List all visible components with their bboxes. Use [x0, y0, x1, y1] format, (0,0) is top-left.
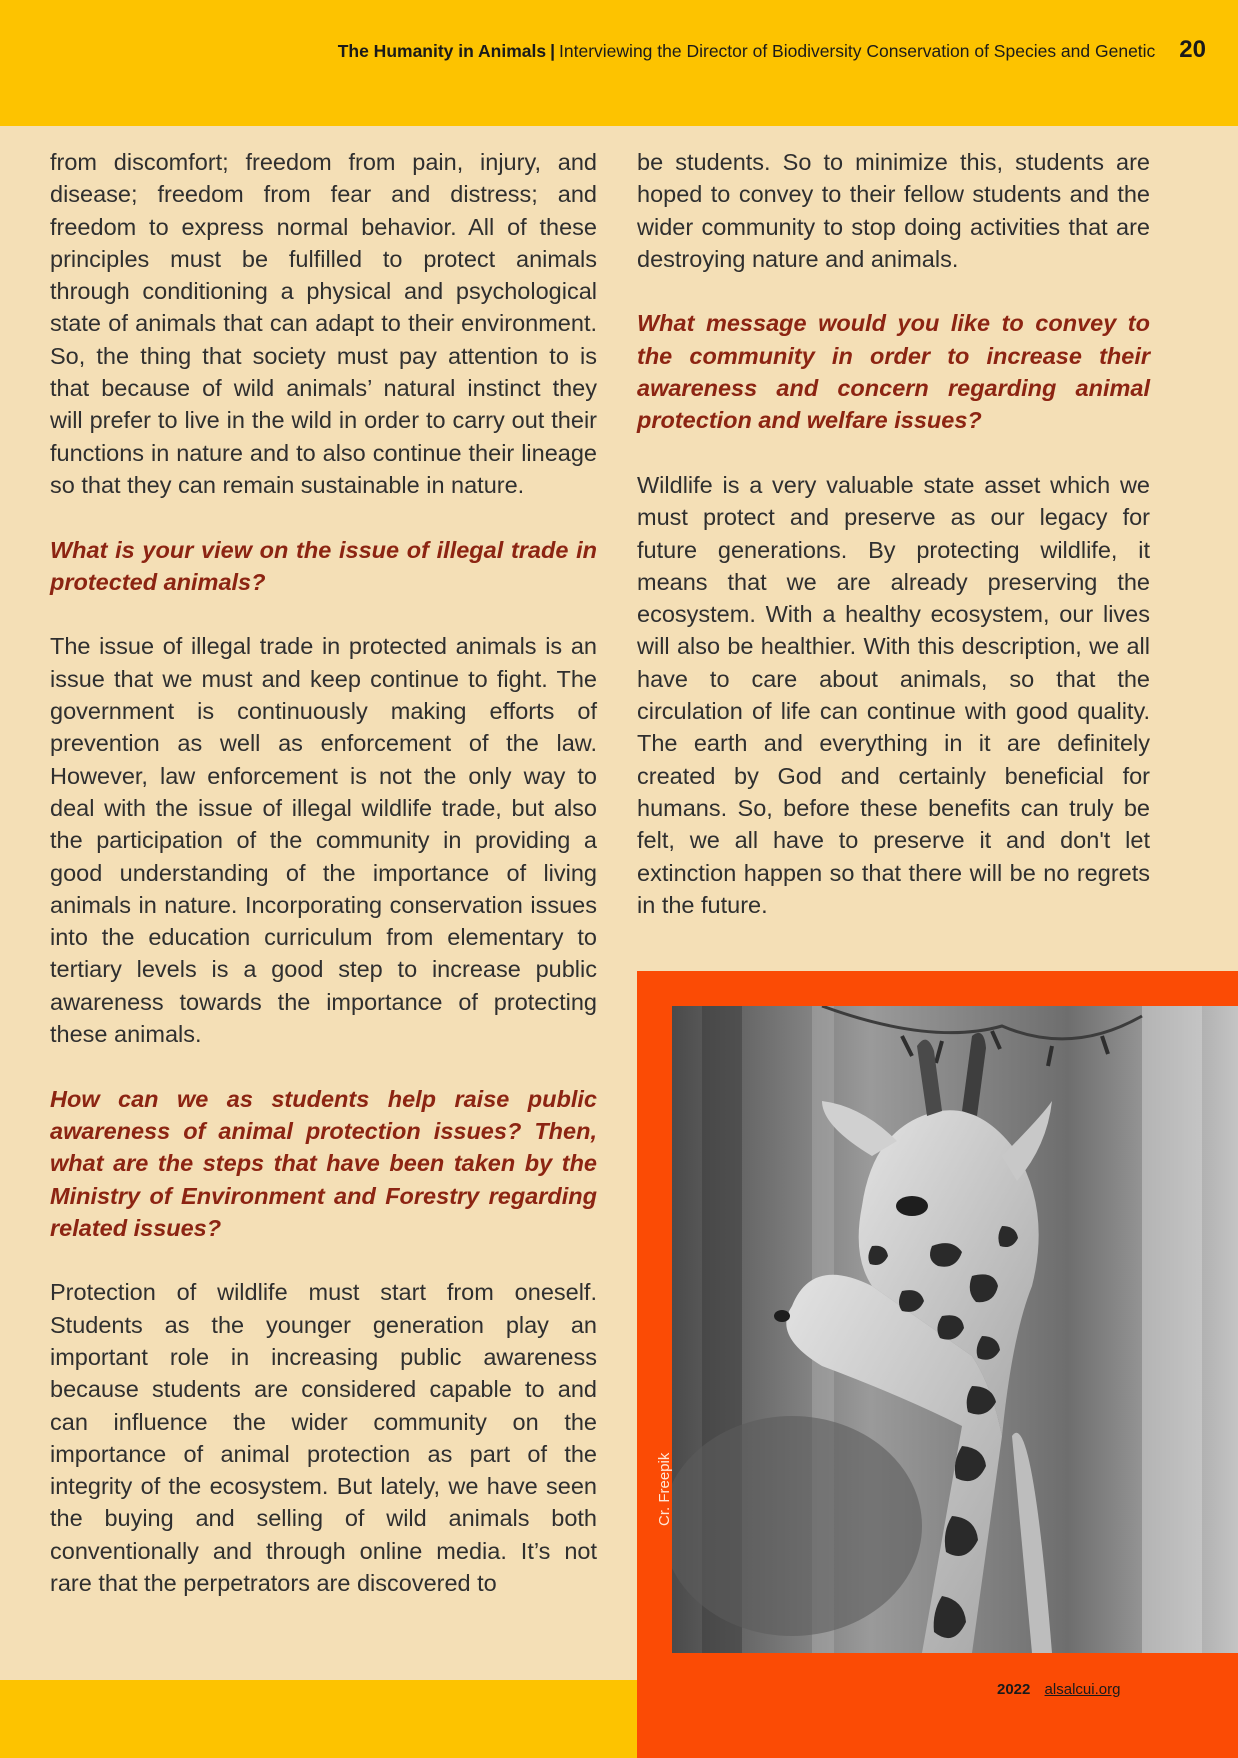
website-link[interactable]: alsalcui.org — [1044, 1681, 1121, 1698]
footer-info — [997, 1681, 1120, 1698]
giraffe-illustration — [672, 1006, 1238, 1653]
photo-panel — [637, 971, 1238, 1758]
body-paragraph: from discomfort; freedom from pain, injury, and disease; freedom from fear and distress; and freedom to express normal behavior. All of these principles must be fulfilled to protect animals through conditioning a physical and psychological state of animals that can adapt to their environment. So, the thing that society must pay attention to is that because of wild animals’ natural instinct they will prefer to live in the wild in order to carry out their functions in nature and to also continue their lineage so that they can remain sustainable in nature. — [50, 149, 597, 498]
article-title: Interviewing the Director of Biodiversity Conservation of Species and Genetic — [559, 41, 1156, 61]
interview-question: What is your view on the issue of illegal trade in protected animals? — [50, 536, 597, 595]
running-header — [338, 36, 1206, 64]
interview-question: What message would you like to convey to the community in order to increase their awareness and concern regarding animal protection and welfare issues? — [637, 310, 1150, 434]
header-separator: | — [550, 41, 556, 61]
page-number: 20 — [1179, 36, 1206, 63]
footer-year: 2022 — [997, 1681, 1031, 1698]
right-column — [637, 146, 1150, 953]
photo-credit: Cr. Freepik — [656, 1452, 673, 1526]
body-paragraph: Wildlife is a very valuable state asset which we must protect and preserve as our legacy for future generations. By protecting wildlife, it means that we are already preserving the ecosystem. With a healthy ecosystem, our lives will also be healthier. With this description, we all have to care about animals, so that the circulation of life can continue with good quality. The earth and everything in it are definitely created by God and certainly beneficial for humans. So, before these benefits can truly be felt, we all have to preserve it and don't let extinction happen so that there will be no regrets in the future. — [637, 471, 1150, 918]
body-paragraph: The issue of illegal trade in protected animals is an issue that we must and keep continue to fight. The government is continuously making efforts of prevention as well as enforcement of the law. However, law enforcement is not the only way to deal with the issue of illegal wildlife trade, but also the participation of the community in providing a good understanding of the importance of living animals in nature. Incorporating conservation issues into the education curriculum from elementary to tertiary levels is a good step to increase public awareness towards the importance of protecting these animals. — [50, 633, 597, 1048]
body-paragraph: be students. So to minimize this, students are hoped to convey to their fellow students and the wider community to stop doing activities that are destroying nature and animals. — [637, 149, 1150, 272]
page-header — [0, 0, 1238, 126]
left-column — [50, 146, 597, 1632]
body-paragraph: Protection of wildlife must start from oneself. Students as the younger generation play an important role in increasing public awareness because students are considered capable to and can influence the wider community on the importance of animal protection as part of the integrity of the ecosystem. But lately, we have seen the buying and selling of wild animals both conventionally and through online media. It’s not rare that the perpetrators are discovered to — [50, 1279, 597, 1597]
magazine-title: The Humanity in Animals — [337, 41, 547, 61]
interview-question: How can we as students help raise public awareness of animal protection issues? Then, what are the steps that have been taken by the Ministry of Environment and Forestry regarding related issues? — [50, 1085, 597, 1241]
giraffe-photo — [672, 1006, 1238, 1653]
